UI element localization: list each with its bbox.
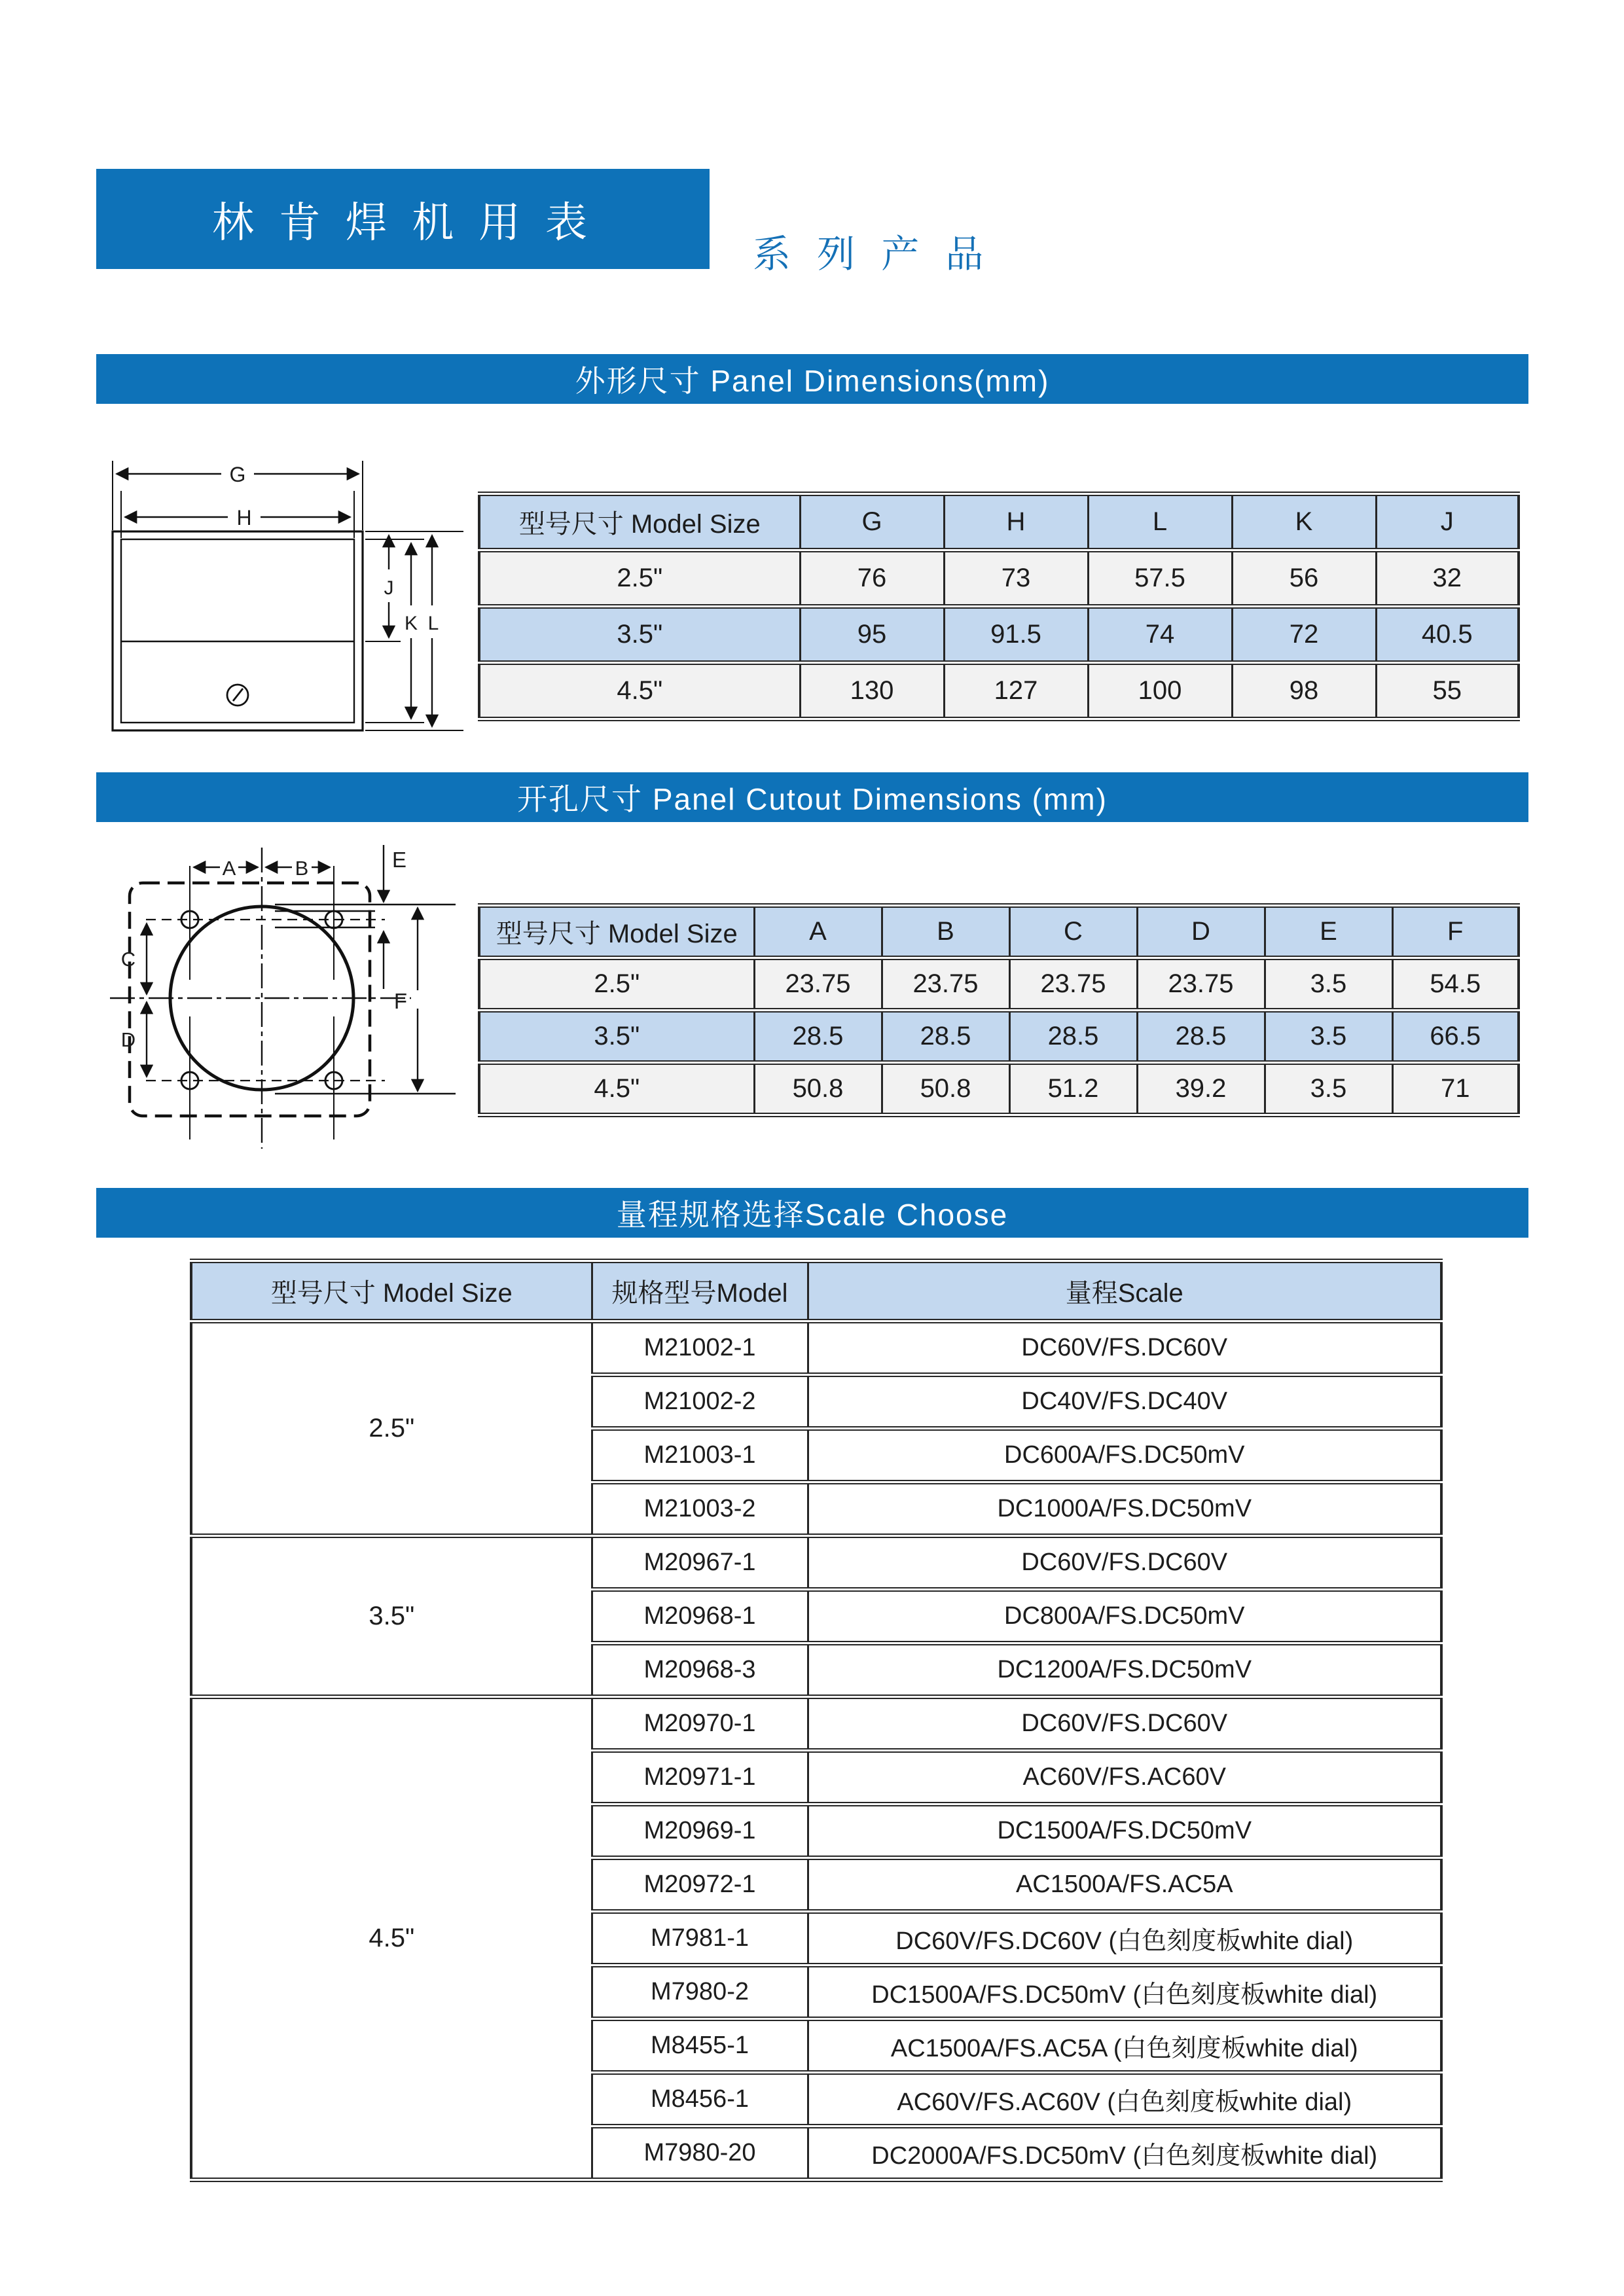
cell-value: 100: [1088, 663, 1232, 719]
dim-label-L: L: [427, 613, 439, 634]
cell-value: 57.5: [1088, 550, 1232, 607]
col-header-J: J: [1376, 494, 1519, 550]
table-row: [479, 550, 1519, 607]
col-header-model-size: 型号尺寸 Model Size: [479, 494, 800, 550]
col-header-model-size: 型号尺寸 Model Size: [191, 1261, 592, 1321]
cell-scale: DC2000A/FS.DC50mV (白色刻度板white dial): [808, 2126, 1441, 2180]
cell-value: 51.2: [1009, 1063, 1137, 1115]
dim-label-C: C: [120, 948, 136, 971]
cell-scale: DC60V/FS.DC60V: [808, 1321, 1441, 1375]
cell-scale: AC1500A/FS.AC5A: [808, 1858, 1441, 1912]
cell-scale: DC1200A/FS.DC50mV: [808, 1643, 1441, 1697]
cell-scale: DC1500A/FS.DC50mV (白色刻度板white dial): [808, 1965, 1441, 2019]
cell-value: 32: [1376, 550, 1519, 607]
cell-value: 66.5: [1392, 1011, 1519, 1063]
series-subtitle: 系 列 产 品: [753, 232, 992, 276]
cell-value: 50.8: [754, 1063, 882, 1115]
cell-value: 39.2: [1137, 1063, 1265, 1115]
cutout-dimensions-drawing: [110, 840, 463, 1154]
cell-scale: DC800A/FS.DC50mV: [808, 1590, 1441, 1643]
panel-dimensions-diagram: [105, 452, 471, 746]
cell-value: 130: [800, 663, 944, 719]
cell-scale: DC60V/FS.DC60V (白色刻度板white dial): [808, 1912, 1441, 1965]
cell-model-size: 2.5": [479, 550, 800, 607]
col-header-H: H: [944, 494, 1088, 550]
cell-value: 55: [1376, 663, 1519, 719]
cell-model-size: 2.5": [479, 958, 754, 1011]
cell-value: 23.75: [1009, 958, 1137, 1011]
cell-size-group: 2.5": [191, 1321, 592, 1536]
cell-scale: AC1500A/FS.AC5A (白色刻度板white dial): [808, 2019, 1441, 2073]
cell-model: M21003-2: [592, 1482, 808, 1536]
cell-model-size: 3.5": [479, 1011, 754, 1063]
cell-value: 91.5: [944, 607, 1088, 663]
cell-model: M8456-1: [592, 2073, 808, 2126]
table-header-row: [191, 1261, 1441, 1321]
cell-model: M21003-1: [592, 1429, 808, 1482]
brand-title: 林 肯 焊 机 用 表: [212, 198, 594, 246]
cutout-dimensions-diagram: [110, 840, 463, 1154]
cell-value: 127: [944, 663, 1088, 719]
dim-label-F: F: [393, 989, 408, 1013]
cell-value: 56: [1232, 550, 1376, 607]
table-header-row: [479, 494, 1519, 550]
col-header-F: F: [1392, 906, 1519, 958]
cell-value: 23.75: [882, 958, 1009, 1011]
col-header-L: L: [1088, 494, 1232, 550]
cell-scale: AC60V/FS.AC60V (白色刻度板white dial): [808, 2073, 1441, 2126]
cell-value: 28.5: [1137, 1011, 1265, 1063]
col-header-A: A: [754, 906, 882, 958]
table-row: [191, 1321, 1441, 1375]
table-row: [479, 663, 1519, 719]
col-header-D: D: [1137, 906, 1265, 958]
col-header-K: K: [1232, 494, 1376, 550]
cell-scale: DC1500A/FS.DC50mV: [808, 1804, 1441, 1858]
cell-model: M20968-1: [592, 1590, 808, 1643]
col-header-C: C: [1009, 906, 1137, 958]
brand-title-box: [96, 169, 710, 269]
cell-size-group: 4.5": [191, 1697, 592, 2180]
dim-label-A: A: [222, 857, 236, 880]
cell-value: 50.8: [882, 1063, 1009, 1115]
banner-panel-label: 外形尺寸 Panel Dimensions(mm): [575, 364, 1050, 398]
section-banner-scale-choose: [96, 1188, 1528, 1238]
banner-cutout-label: 开孔尺寸 Panel Cutout Dimensions (mm): [517, 782, 1108, 816]
dim-label-H: H: [236, 506, 252, 529]
cell-scale: AC60V/FS.AC60V: [808, 1751, 1441, 1804]
table-row: [191, 1697, 1441, 1751]
cell-scale: DC40V/FS.DC40V: [808, 1375, 1441, 1429]
dim-label-J: J: [384, 577, 394, 599]
cell-model: M20972-1: [592, 1858, 808, 1912]
cell-model-size: 4.5": [479, 663, 800, 719]
cell-model: M20970-1: [592, 1697, 808, 1751]
panel-dimensions-table: [478, 492, 1520, 721]
cell-model: M20967-1: [592, 1536, 808, 1590]
cell-scale: DC600A/FS.DC50mV: [808, 1429, 1441, 1482]
col-header-B: B: [882, 906, 1009, 958]
col-header-E: E: [1265, 906, 1392, 958]
table-row: [191, 1536, 1441, 1590]
cell-value: 95: [800, 607, 944, 663]
section-banner-panel-dimensions: [96, 354, 1528, 404]
cell-scale: DC60V/FS.DC60V: [808, 1697, 1441, 1751]
cell-scale: DC60V/FS.DC60V: [808, 1536, 1441, 1590]
table-header-row: [479, 906, 1519, 958]
cell-value: 71: [1392, 1063, 1519, 1115]
cutout-dimensions-table: [478, 903, 1520, 1117]
cell-model: M7980-2: [592, 1965, 808, 2019]
cell-value: 98: [1232, 663, 1376, 719]
cell-model: M8455-1: [592, 2019, 808, 2073]
cell-value: 3.5: [1265, 958, 1392, 1011]
col-header-G: G: [800, 494, 944, 550]
banner-scale-label: 量程规格选择Scale Choose: [616, 1198, 1009, 1232]
cell-value: 28.5: [882, 1011, 1009, 1063]
table-row: [479, 1011, 1519, 1063]
section-banner-cutout-dimensions: [96, 772, 1528, 822]
col-header-scale: 量程Scale: [808, 1261, 1441, 1321]
cell-model: M7980-20: [592, 2126, 808, 2180]
scale-choose-table: [190, 1259, 1443, 2182]
col-header-model: 规格型号Model: [592, 1261, 808, 1321]
table-row: [479, 607, 1519, 663]
cell-value: 3.5: [1265, 1063, 1392, 1115]
cell-model: M21002-2: [592, 1375, 808, 1429]
cell-model: M20971-1: [592, 1751, 808, 1804]
cell-value: 23.75: [754, 958, 882, 1011]
cell-model: M7981-1: [592, 1912, 808, 1965]
cell-model: M21002-1: [592, 1321, 808, 1375]
dim-label-B: B: [295, 857, 309, 880]
cell-value: 76: [800, 550, 944, 607]
panel-dimensions-drawing: [105, 452, 471, 746]
cell-value: 3.5: [1265, 1011, 1392, 1063]
cell-model: M20968-3: [592, 1643, 808, 1697]
dim-label-D: D: [120, 1028, 136, 1051]
dim-label-E: E: [391, 848, 407, 872]
col-header-model-size: 型号尺寸 Model Size: [479, 906, 754, 958]
cell-model: M20969-1: [592, 1804, 808, 1858]
dim-label-G: G: [229, 463, 246, 486]
cell-value: 74: [1088, 607, 1232, 663]
table-row: [479, 958, 1519, 1011]
cell-size-group: 3.5": [191, 1536, 592, 1697]
cell-value: 23.75: [1137, 958, 1265, 1011]
cell-value: 73: [944, 550, 1088, 607]
cell-model-size: 3.5": [479, 607, 800, 663]
dim-label-K: K: [404, 613, 418, 634]
cell-scale: DC1000A/FS.DC50mV: [808, 1482, 1441, 1536]
cell-value: 28.5: [1009, 1011, 1137, 1063]
cell-value: 72: [1232, 607, 1376, 663]
cell-value: 28.5: [754, 1011, 882, 1063]
cell-model-size: 4.5": [479, 1063, 754, 1115]
cell-value: 40.5: [1376, 607, 1519, 663]
table-row: [479, 1063, 1519, 1115]
cell-value: 54.5: [1392, 958, 1519, 1011]
